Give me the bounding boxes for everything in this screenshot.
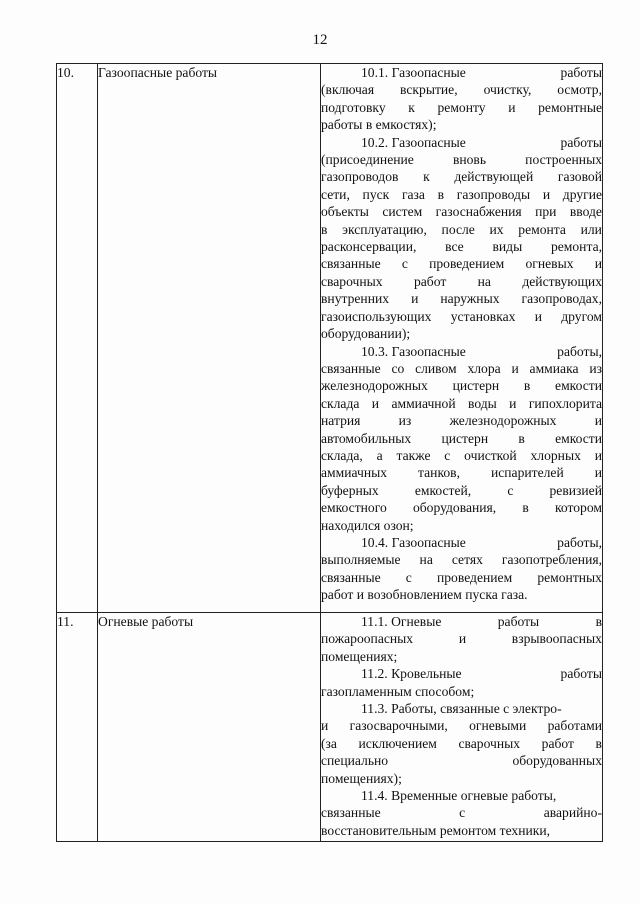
description-word: сетях [451,552,483,568]
description-line [321,116,602,133]
description-word: восстановительным [321,822,437,838]
description-word: все [445,239,464,255]
description-word: емкостей, [414,482,472,498]
description-word: техники, [499,822,551,838]
description-word: газоиспользующих [321,308,432,324]
description-word: а [376,447,383,463]
description-line [321,700,602,717]
description-word: газопроводах, [521,291,602,307]
description-word: помещениях); [321,770,402,786]
description-word: испарителей [490,465,564,481]
description-word: объекты [321,204,369,220]
description-line [321,151,602,168]
description-word: из [398,413,412,429]
description-word: в [595,614,602,629]
description-word: очисткой [464,447,517,463]
description-line [321,464,602,481]
description-word: работы [497,614,540,629]
description-word: (присоединение [321,152,414,168]
description-line [321,499,602,516]
description-word: котором [554,500,602,516]
description-word: вновь [452,152,487,168]
description-line [321,770,602,787]
description-word: проведением [436,569,513,585]
description-line [321,255,602,272]
description-word: и [542,186,551,202]
description-word: их [489,221,504,237]
description-word: газосварочными, [349,718,448,734]
description-line [321,648,602,665]
description-line [321,273,602,290]
description-word: аммиака [529,360,579,376]
description-word: 11.1. Огневые [361,614,442,629]
description-word: аварийно- [543,805,602,821]
description-word: огневыми [469,718,527,734]
description-word: работ [541,735,574,751]
description-word: и [594,447,602,463]
description-word: газопотребления, [501,552,602,568]
description-line [321,569,602,586]
description-word: работы в емкостях); [321,117,437,133]
description-word: емкости [555,430,602,446]
description-word: также [396,447,431,463]
description-word: на [419,552,433,568]
table-row [57,64,603,613]
description-word: железнодорожных [449,413,557,429]
description-line [321,412,602,429]
description-word: работ и возобновлением пуска газа. [321,587,528,603]
description-line [321,717,602,734]
description-line [321,430,602,447]
description-word: (включая [321,82,375,98]
description-word: построенных [525,152,602,168]
description-word: 11.4. Временные огневые работы, [361,788,557,804]
description-line [321,168,602,185]
description-word: емкостного [321,500,387,516]
description-word: в [522,500,529,516]
description-word: в [437,186,445,202]
description-word: с [405,569,412,585]
description-word: и [321,718,329,734]
description-word: аммиачных [321,465,388,481]
description-word: газоснабжения [435,204,522,220]
description-word: в [321,221,328,237]
description-word: 10.2. Газоопасные [361,134,466,150]
description-word: и [458,631,467,647]
description-line [321,630,602,647]
description-word: и [511,360,519,376]
description-word: расконсервации, [321,239,417,255]
description-word: газа [401,186,425,202]
description-line [321,290,602,307]
description-word: сварочных [458,735,521,751]
description-line [321,203,602,220]
description-word: аммиачной [391,395,456,411]
description-word: с [401,256,408,272]
description-line [321,221,602,238]
description-word: 10.4. Газоопасные [361,534,466,550]
description-word: и [509,395,517,411]
description-word: газовой [557,169,602,185]
description-word: работы [560,65,602,80]
row-description [321,613,603,842]
description-word: к [408,99,415,115]
description-word: связанные [321,569,381,585]
description-word: установках [450,308,516,324]
description-word: действующих [522,273,602,289]
description-word: и [508,99,516,115]
description-line [321,787,602,804]
description-word: и [594,465,602,481]
description-word: натрия [321,413,361,429]
description-word: газопроводы [456,186,531,202]
description-word: работами [547,718,602,734]
description-word: к [423,169,430,185]
description-word: ревизией [549,482,602,498]
description-word: наружных [440,291,500,307]
row-title: Газоопасные работы [98,64,321,613]
description-word: взрывоопасных [511,631,602,647]
description-line [321,377,602,394]
description-word: вводе [569,204,602,220]
description-word: и [411,291,419,307]
description-line [321,804,602,821]
table-row [57,613,603,842]
description-word: исключением [358,735,437,751]
description-word: цистерн [452,378,500,394]
description-word: 10.3. Газоопасные [361,343,466,359]
description-word: оборудовании); [321,326,411,342]
description-word: действующей [454,169,534,185]
description-line [321,360,602,377]
description-line [321,99,602,116]
description-word: емкости [555,378,602,394]
description-line [321,683,602,700]
description-line [321,238,602,255]
description-word: железнодорожных [321,378,428,394]
description-word: оборудования, [412,500,497,516]
description-word: работ [413,273,447,289]
description-line [321,613,602,630]
description-word: хлорных [530,447,581,463]
description-word: в [595,735,602,751]
description-word: связанные [321,256,381,272]
description-word: или [580,221,602,237]
description-word: из [589,360,602,376]
description-word: и [594,413,602,429]
description-line [321,752,602,769]
description-word: работы [560,666,602,682]
description-word: 10.1. Газоопасные [361,65,466,80]
description-word: газопроводов [321,169,399,185]
description-line [321,735,602,752]
description-word: в [523,378,531,394]
description-line [321,325,602,342]
description-word: и [594,256,602,272]
description-line [321,517,602,534]
description-word: систем [382,204,423,220]
row-number: 10. [57,64,98,613]
description-word: пожароопасных [321,631,414,647]
description-word: проведением [429,256,505,272]
description-word: виды [492,239,523,255]
description-word: выполняемые [321,552,401,568]
description-word: хлора [467,360,501,376]
description-line [321,343,602,360]
row-title: Огневые работы [98,613,321,842]
description-line [321,482,602,499]
description-word: находился озон; [321,517,414,533]
description-word: сливом [415,360,457,376]
description-word: склада [321,395,360,411]
description-line [321,534,602,551]
description-line [321,186,602,203]
description-word: огневых [525,256,574,272]
description-line [321,134,602,151]
description-word: при [535,204,557,220]
description-word: буферных [321,482,379,498]
description-line [321,447,602,464]
description-word: очистку, [483,82,532,98]
description-word: сети, [321,186,350,202]
description-word: 11.2. Кровельные [361,666,462,682]
description-word: ремонта [518,221,566,237]
description-word: ремонтных [537,569,602,585]
works-table [56,63,603,842]
description-word: с [459,805,466,821]
description-word: подготовку [321,99,386,115]
description-line [321,64,602,81]
description-word: со [391,360,405,376]
description-word: на [477,273,491,289]
description-word: другие [562,186,602,202]
description-word: пуск [362,186,390,202]
description-word: и [534,308,542,324]
description-word: воды [468,395,497,411]
description-word: и [371,395,380,411]
description-word: сварочных [321,273,383,289]
description-word: в [518,430,525,446]
description-word: ремонта, [550,239,602,255]
description-word: ремонтные [538,99,602,115]
description-word: вскрытие, [400,82,458,98]
description-word: работы [560,134,602,150]
description-word: танков, [418,465,460,481]
row-description [321,64,603,613]
description-word: газопламенным способом; [321,683,475,699]
description-word: автомобильных [321,430,412,446]
row-number: 11. [57,613,98,842]
description-line [321,81,602,98]
description-word: другом [561,308,602,324]
description-word: ремонту [437,99,486,115]
description-line [321,665,602,682]
description-word: гипохлорита [528,395,602,411]
description-line [321,551,602,568]
description-word: 11.3. Работы, связанные с электро- [361,701,562,717]
description-word: внутренних [321,291,390,307]
page-number: 12 [312,32,328,48]
description-word: осмотр, [557,82,602,98]
description-word: связанные [321,360,381,376]
description-line [321,586,602,603]
description-word: помещениях; [321,648,398,664]
description-word: после [441,221,475,237]
description-word: оборудованных [512,753,602,769]
description-line [321,395,602,412]
description-word: связанные [321,805,381,821]
description-word: специально [321,753,389,769]
description-word: с [444,447,451,463]
description-line [321,308,602,325]
description-word: работы, [557,534,602,550]
description-word: ремонтом [439,822,497,838]
description-word: работы, [557,343,602,359]
description-word: эксплуатацию, [342,221,427,237]
description-word: цистерн [441,430,489,446]
description-word: склада, [321,447,363,463]
description-word: с [507,482,514,498]
description-word: (за [321,735,337,751]
description-line [321,822,602,839]
